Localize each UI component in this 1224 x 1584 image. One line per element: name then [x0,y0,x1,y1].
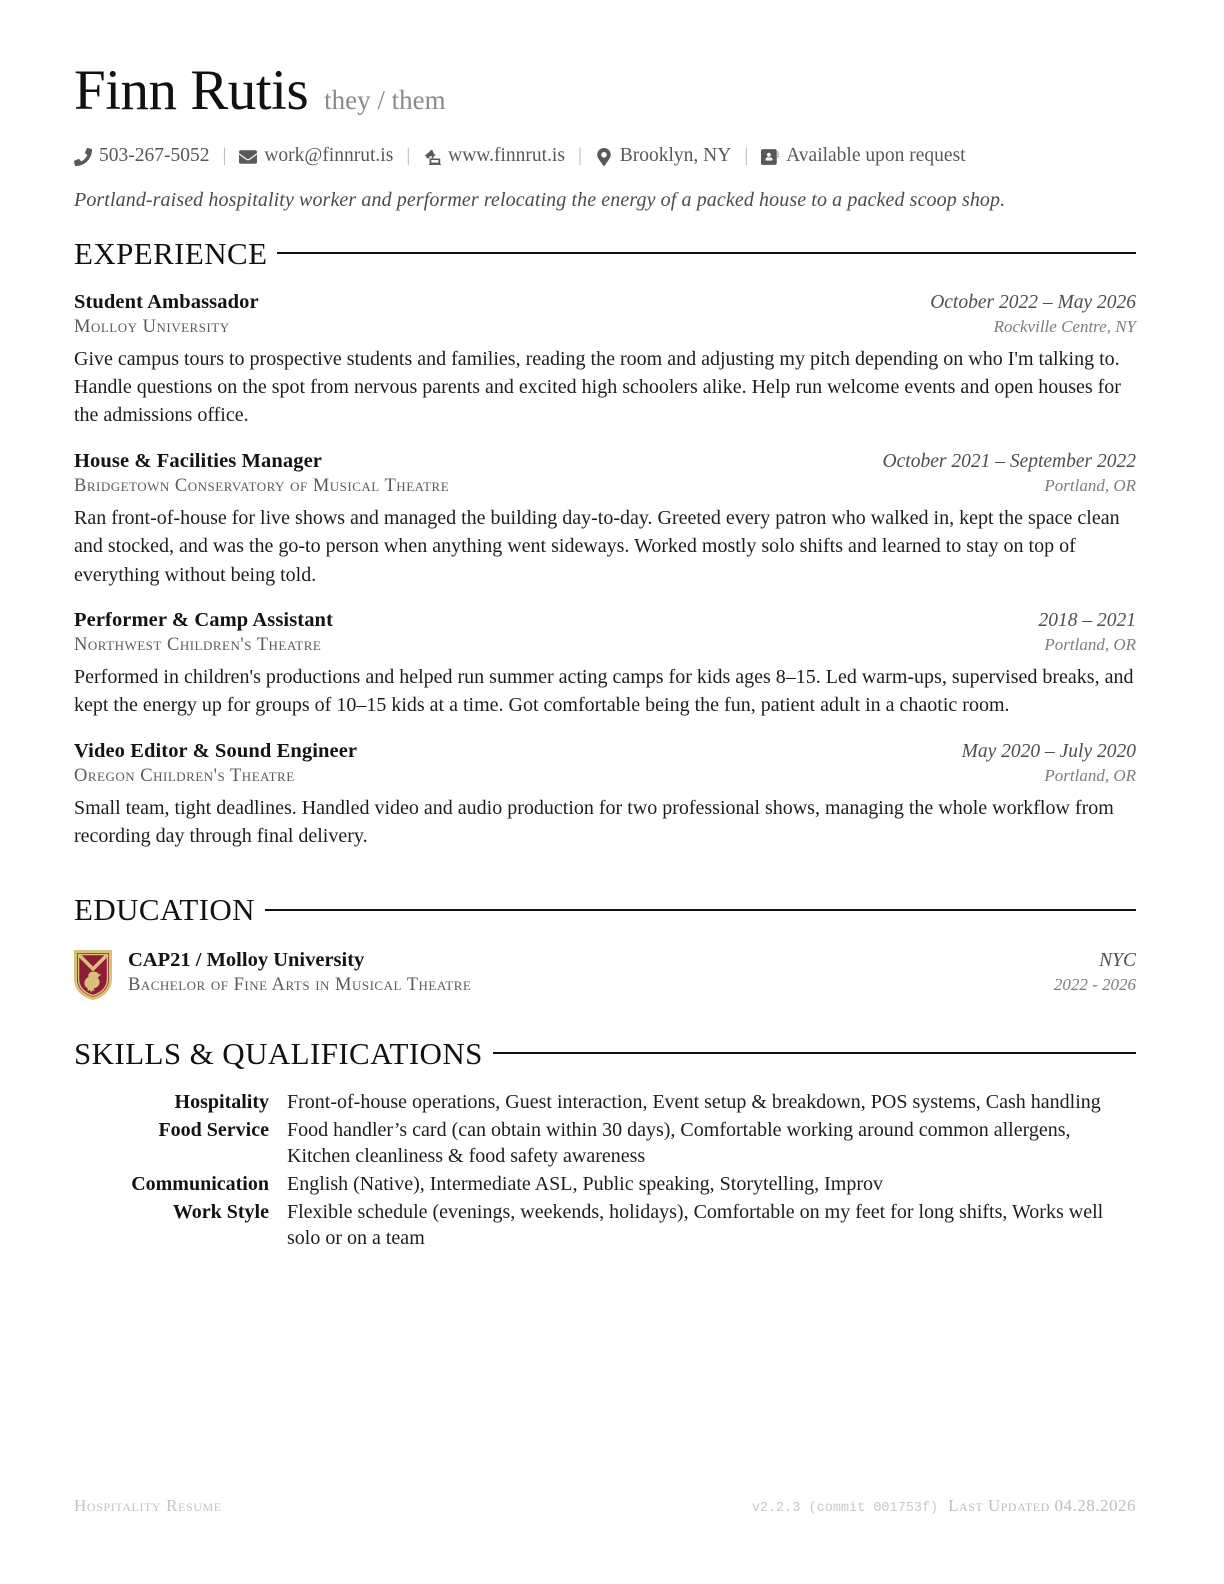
skills-section [74,1038,1136,1253]
job-title: Video Editor & Sound Engineer [74,739,358,762]
contact-phone-text: 503-267-5052 [99,145,210,166]
education-section [74,894,1136,1000]
experience-entry [74,740,1136,851]
home-website-icon [423,148,441,166]
table-row [74,1089,1136,1117]
section-title-education: EDUCATION [74,892,255,928]
skill-value: Food handler’s card (can obtain within 30 days), Comfortable working around common allergens, Kitchen cleanliness & food safety awareness [287,1118,1071,1167]
molloy-shield-logo-icon [74,950,112,1000]
contact-email-text: work@finnrut.is [264,145,394,166]
job-description: Small team, tight deadlines. Handled video and audio production for two professional shows, managing the whole workflow from recording day through final delivery. [74,796,1114,848]
entry-org-row [74,763,1136,787]
education-degree: Bachelor of Fine Arts in Musical Theatre [128,975,472,995]
job-date: October 2022 – May 2026 [930,291,1136,313]
job-organization: Bridgetown Conservatory of Musical Theatre [74,475,450,496]
entry-title-row [74,450,1136,473]
job-title: Performer & Camp Assistant [74,608,333,631]
map-pin-icon [595,148,613,166]
footer-version: v2.2.3 (commit 001753f) [751,1501,939,1516]
entry-title-row [74,609,1136,632]
job-title: House & Facilities Manager [74,449,322,472]
page-footer [74,1496,1136,1516]
job-date: October 2021 – September 2022 [882,450,1136,472]
education-heading [74,894,1136,927]
contact-references [761,145,965,167]
section-title-experience: EXPERIENCE [74,236,268,271]
skill-label: Communication [131,1172,269,1195]
skill-value: English (Native), Intermediate ASL, Public speaking, Storytelling, Improv [287,1172,884,1195]
footer-meta [752,1496,1136,1516]
education-entry [74,949,1136,1000]
job-title: Student Ambassador [74,290,259,313]
job-description: Ran front-of-house for live shows and managed the building day-to-day. Greeted every patron who walked in, kept the space clean and stocked, and was the go-to person when anything went sideways. Worked mostly solo shifts and learned to stay on top of everything without being told. [74,506,1120,586]
summary-statement: Portland-raised hospitality worker and performer relocating the energy of a packed house to a packed scoop shop. [74,189,1006,211]
job-organization: Oregon Children's Theatre [74,765,295,786]
pronouns: they / them [324,85,446,115]
envelope-icon [239,148,257,166]
skill-value: Front-of-house operations, Guest interaction, Event setup & breakdown, POS systems, Cash handling [287,1090,1101,1113]
entry-org-row [74,632,1136,656]
header-name-row [74,59,1136,122]
entry-title-row [74,740,1136,763]
table-row [74,1171,1136,1199]
section-title-skills: SKILLS & QUALIFICATIONS [74,1036,483,1071]
education-school-row [128,949,1136,972]
job-location: Rockville Centre, NY [993,316,1136,336]
education-years: 2022 - 2026 [1053,975,1136,994]
job-description: Performed in children's productions and helped run summer acting camps for kids ages 8–15. Led warm-ups, supervised breaks, and kept the energy up for groups of 10–15 kids at a time. Got comfortable being the fun, patient adult in a chaotic room. [74,665,1134,717]
skills-table [74,1089,1136,1253]
contact-row [74,145,1136,167]
contact-location [595,145,732,167]
job-date: 2018 – 2021 [1038,609,1136,631]
skill-label: Food Service [158,1118,269,1141]
contact-email[interactable] [239,145,393,167]
education-degree-row [128,972,1136,996]
entry-title-row [74,291,1136,314]
skill-label: Work Style [172,1200,269,1223]
job-location: Portland, OR [1044,634,1136,654]
contact-references-text: Available upon request [786,145,966,166]
footer-document-name: Hospitality Resume [74,1496,222,1515]
address-card-icon [761,148,779,166]
contact-website-text: www.finnrut.is [448,145,565,166]
skill-label: Hospitality [174,1090,269,1113]
contact-separator: | [406,145,411,166]
job-location: Portland, OR [1044,475,1136,495]
job-description: Give campus tours to prospective students and families, reading the room and adjusting my pitch depending on who I'm talking to. Handle questions on the spot from nervous parents and excited high schoolers alike. Help run welcome events and open houses for the admissions office. [74,347,1121,427]
experience-heading [74,238,1136,271]
education-details [128,949,1136,996]
footer-last-updated: Last Updated 04.28.2026 [948,1496,1136,1515]
section-divider [493,1052,1136,1054]
skill-value: Flexible schedule (evenings, weekends, holidays), Comfortable on my feet for long shifts, Works well solo or on a team [287,1200,1104,1249]
section-divider [277,252,1136,254]
experience-entry [74,609,1136,720]
experience-entry [74,450,1136,589]
page-title: Finn Rutis [74,59,309,122]
experience-section [74,238,1136,850]
job-organization: Northwest Children's Theatre [74,634,322,655]
contact-separator: | [577,145,582,166]
job-organization: Molloy University [74,316,230,337]
entry-org-row [74,314,1136,338]
experience-entry [74,291,1136,430]
job-date: May 2020 – July 2020 [961,740,1136,762]
table-row [74,1117,1136,1171]
contact-separator: | [222,145,227,166]
contact-location-text: Brooklyn, NY [619,145,732,166]
entry-org-row [74,473,1136,497]
job-location: Portland, OR [1044,765,1136,785]
section-divider [265,909,1136,911]
skills-heading [74,1038,1136,1071]
contact-website[interactable] [423,145,565,167]
contact-phone[interactable] [74,145,210,167]
table-row [74,1199,1136,1253]
phone-icon [74,148,92,166]
education-school: CAP21 / Molloy University [128,949,365,971]
education-location: NYC [1099,950,1136,971]
contact-separator: | [744,145,749,166]
